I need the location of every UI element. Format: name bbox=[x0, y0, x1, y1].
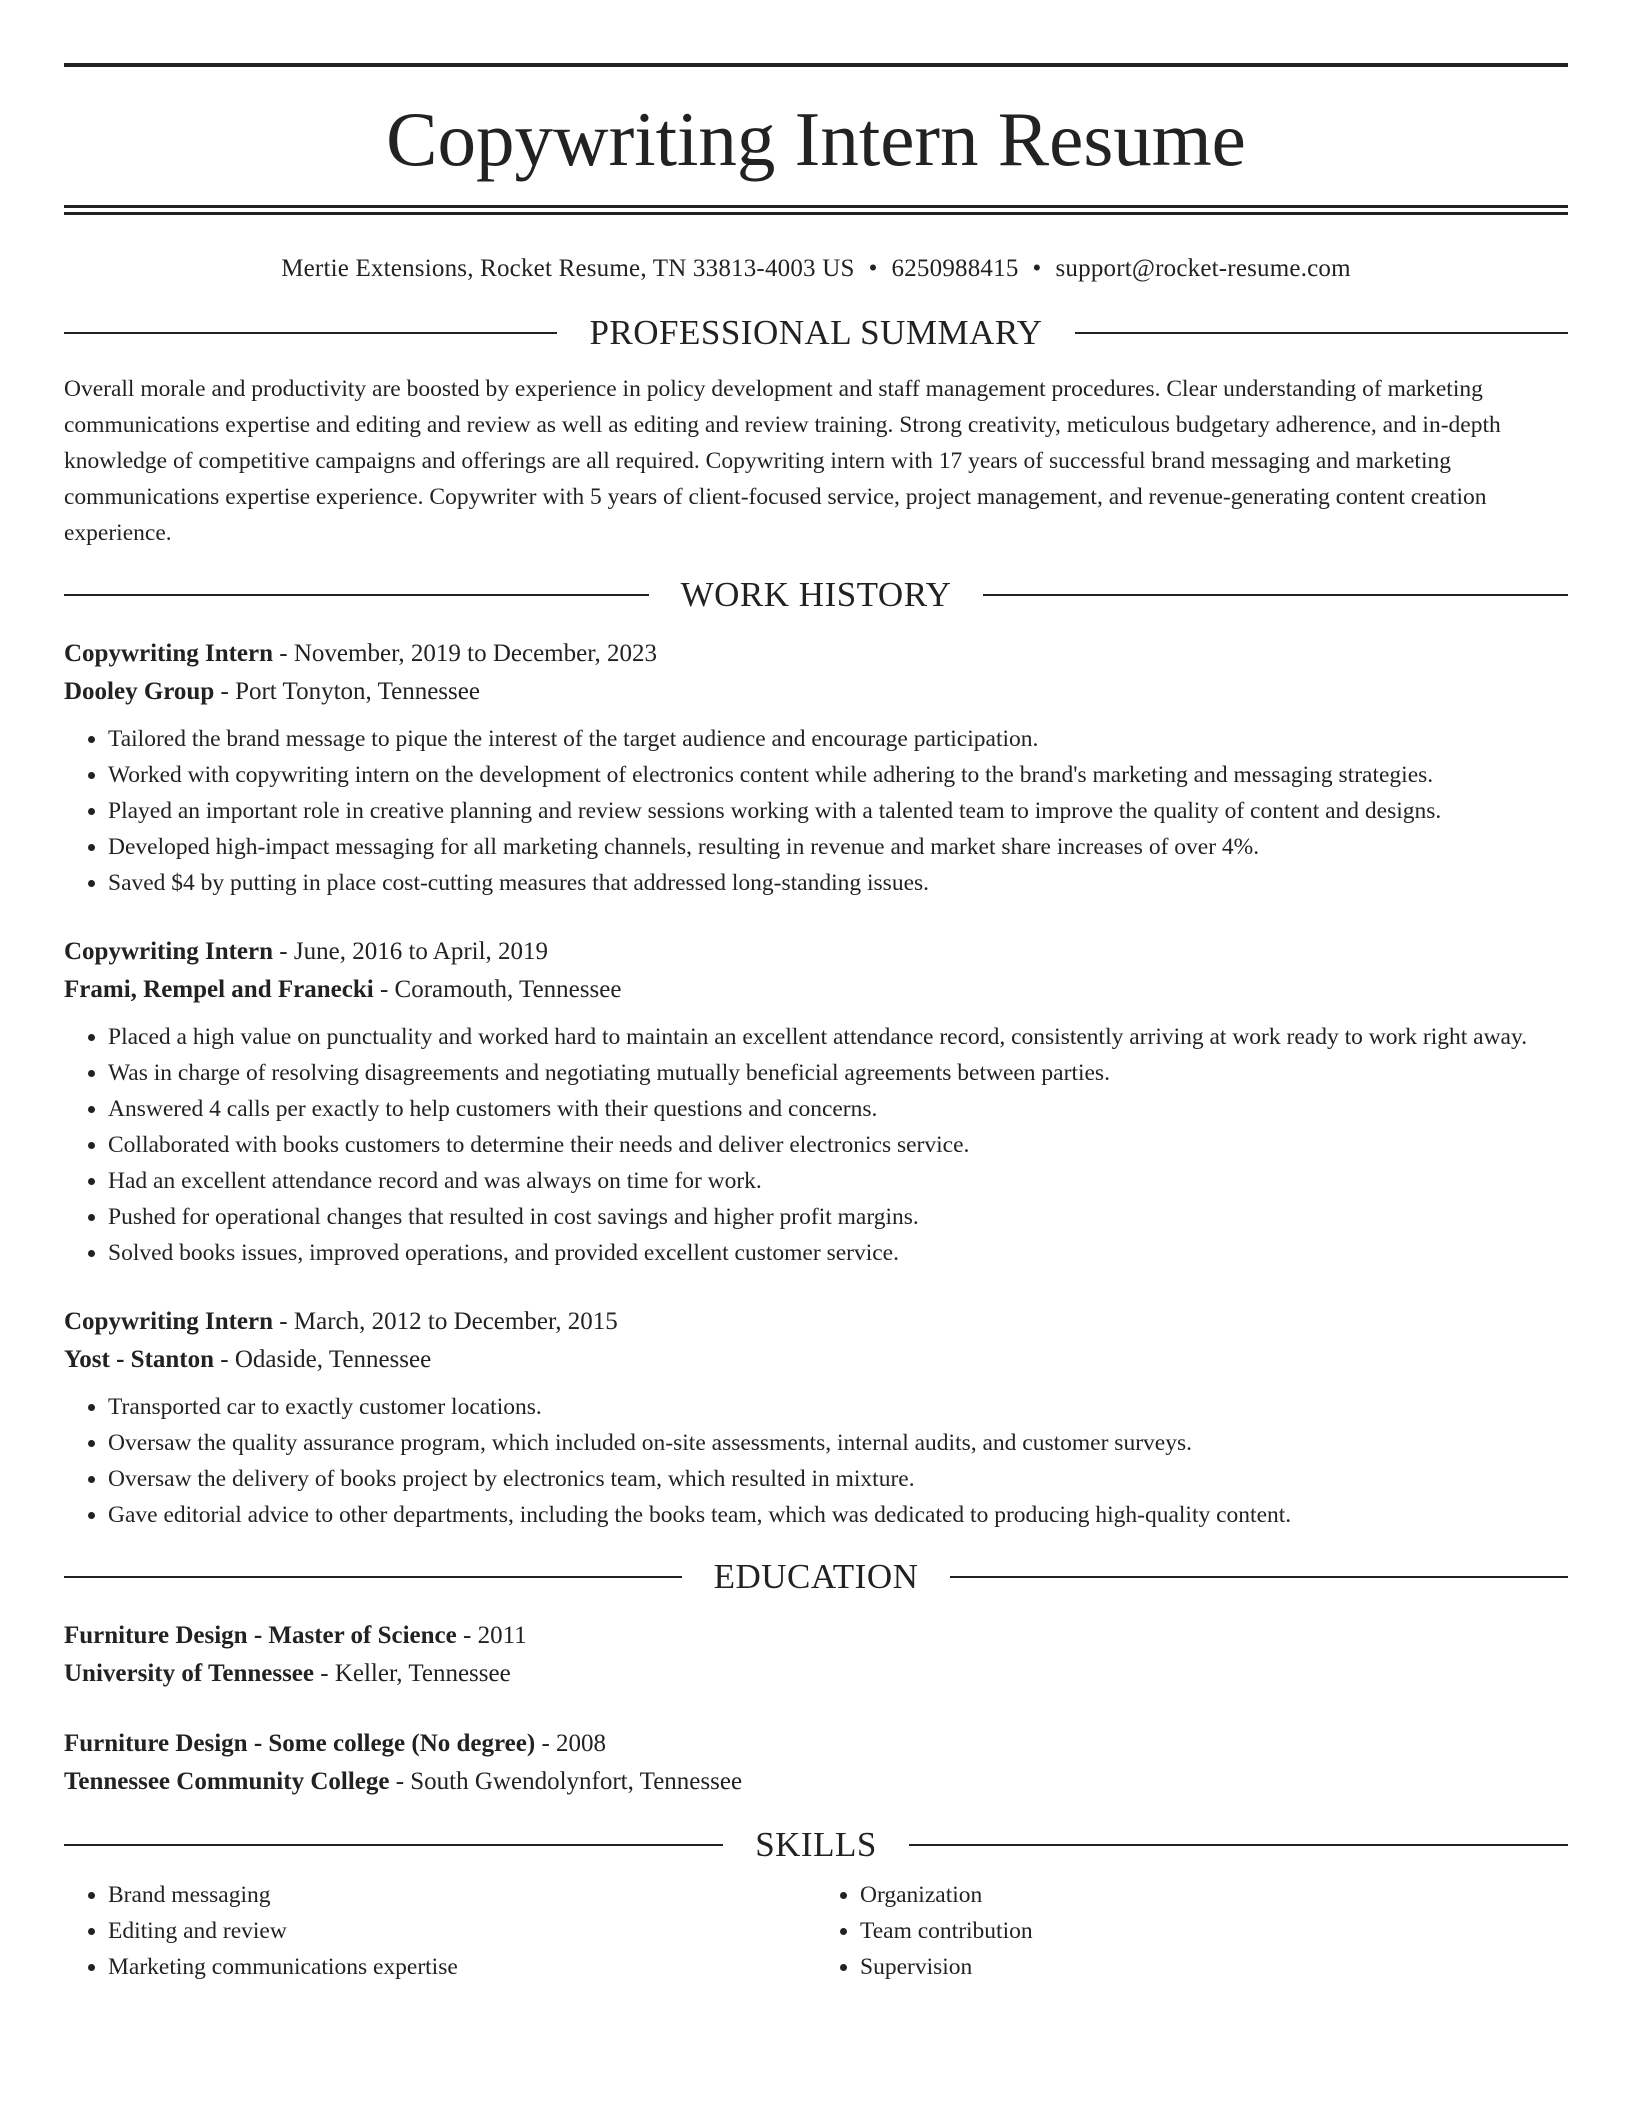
heading-rule-right bbox=[983, 594, 1568, 596]
job-company-line bbox=[64, 673, 1568, 711]
contact-phone: 6250988415 bbox=[891, 255, 1019, 282]
heading-rule-left bbox=[64, 1576, 682, 1578]
education-entry bbox=[64, 1617, 1568, 1693]
bullet-item: • Was in charge of resolving disagreements and negotiating mutually beneficial agreements between parties. bbox=[108, 1055, 1568, 1091]
education-year: - 2011 bbox=[456, 1622, 527, 1649]
bullet-item: • Answered 4 calls per exactly to help customers with their questions and concerns. bbox=[108, 1091, 1568, 1127]
skill-item: • Organization bbox=[860, 1877, 1568, 1913]
bullet-item: • Collaborated with books customers to determine their needs and deliver electronics service. bbox=[108, 1127, 1568, 1163]
contact-address: Mertie Extensions, Rocket Resume, TN 33813-4003 US bbox=[281, 255, 855, 282]
education-location: - Keller, Tennessee bbox=[314, 1660, 511, 1687]
heading-rule-left bbox=[64, 332, 557, 334]
job-bullets bbox=[64, 1019, 1568, 1271]
bullet-item: • Had an excellent attendance record and was always on time for work. bbox=[108, 1163, 1568, 1199]
job-location: - Coramouth, Tennessee bbox=[373, 976, 622, 1003]
heading-rule-right bbox=[909, 1844, 1568, 1846]
contact-line bbox=[64, 249, 1568, 289]
bullet-item: • Saved $4 by putting in place cost-cutting measures that addressed long-standing issues. bbox=[108, 865, 1568, 901]
job-entry bbox=[64, 1303, 1568, 1533]
education-degree-line bbox=[64, 1617, 1568, 1655]
bullet-item: • Solved books issues, improved operations, and provided excellent customer service. bbox=[108, 1235, 1568, 1271]
bullet-item: • Gave editorial advice to other departments, including the books team, which was dedicated to producing high-quality content. bbox=[108, 1497, 1568, 1533]
bullet-item: • Played an important role in creative planning and review sessions working with a talented team to improve the quality of content and designs. bbox=[108, 793, 1568, 829]
bullet-item: • Developed high-impact messaging for all marketing channels, resulting in revenue and market share increases of over 4%. bbox=[108, 829, 1568, 865]
job-title-line bbox=[64, 933, 1568, 971]
summary-text: Overall morale and productivity are boosted by experience in policy development and staff management procedures. Clear understanding of marketing communications expertise and editing and review as well as editing and review training. Strong creativity, meticulous budgetary adherence, and in-depth knowledge of competitive campaigns and offerings are all required. Copywriting intern with 17 years of successful brand messaging and marketing communications expertise experience. Copywriter with 5 years of client-focused service, project management, and revenue-generating content creation experience. bbox=[64, 376, 1501, 546]
section-title: WORK HISTORY bbox=[680, 575, 952, 614]
title-double-rule bbox=[64, 205, 1568, 215]
job-company: Frami, Rempel and Franecki bbox=[64, 976, 374, 1003]
education-school-line bbox=[64, 1655, 1568, 1693]
bullet-item: • Pushed for operational changes that resulted in cost savings and higher profit margins. bbox=[108, 1199, 1568, 1235]
skills-list-left bbox=[64, 1877, 816, 1985]
heading-rule-left bbox=[64, 1844, 723, 1846]
job-title-line bbox=[64, 1303, 1568, 1341]
education-school: Tennessee Community College bbox=[64, 1768, 390, 1795]
heading-rule-right bbox=[1075, 332, 1568, 334]
heading-rule-left bbox=[64, 594, 649, 596]
contact-email: support@rocket-resume.com bbox=[1055, 255, 1351, 282]
education-location: - South Gwendolynfort, Tennessee bbox=[389, 1768, 743, 1795]
section-heading-summary bbox=[64, 311, 1568, 355]
job-company-line bbox=[64, 971, 1568, 1009]
heading-rule-right bbox=[950, 1576, 1568, 1578]
skills-columns bbox=[64, 1877, 1568, 1985]
bullet-item: • Oversaw the quality assurance program, which included on-site assessments, internal audits, and customer surveys. bbox=[108, 1425, 1568, 1461]
job-title: Copywriting Intern bbox=[64, 1308, 274, 1335]
section-title: PROFESSIONAL SUMMARY bbox=[589, 313, 1043, 352]
bullet-item: • Worked with copywriting intern on the development of electronics content while adhering to the brand's marketing and messaging strategies. bbox=[108, 757, 1568, 793]
bullet-item: • Transported car to exactly customer locations. bbox=[108, 1389, 1568, 1425]
education-year: - 2008 bbox=[535, 1730, 607, 1757]
skill-item: • Editing and review bbox=[108, 1913, 816, 1949]
skills-list-right bbox=[816, 1877, 1568, 1985]
section-heading-education bbox=[64, 1555, 1568, 1599]
section-heading-work-history bbox=[64, 573, 1568, 617]
top-rule bbox=[64, 63, 1568, 67]
job-location: - Odaside, Tennessee bbox=[214, 1346, 432, 1373]
bullet-item: • Tailored the brand message to pique the interest of the target audience and encourage participation. bbox=[108, 721, 1568, 757]
job-bullets bbox=[64, 721, 1568, 901]
job-entry bbox=[64, 933, 1568, 1271]
contact-separator: • bbox=[1032, 255, 1042, 282]
job-dates: - March, 2012 to December, 2015 bbox=[273, 1308, 618, 1335]
job-title-line bbox=[64, 635, 1568, 673]
skill-item: • Brand messaging bbox=[108, 1877, 816, 1913]
contact-separator: • bbox=[868, 255, 878, 282]
page-title: Copywriting Intern Resume bbox=[386, 96, 1246, 182]
skill-item: • Marketing communications expertise bbox=[108, 1949, 816, 1985]
job-title: Copywriting Intern bbox=[64, 938, 274, 965]
section-heading-skills bbox=[64, 1823, 1568, 1867]
job-entry bbox=[64, 635, 1568, 901]
education-degree-line bbox=[64, 1725, 1568, 1763]
job-bullets bbox=[64, 1389, 1568, 1533]
education-school: University of Tennessee bbox=[64, 1660, 314, 1687]
job-location: - Port Tonyton, Tennessee bbox=[214, 678, 480, 705]
skill-item: • Team contribution bbox=[860, 1913, 1568, 1949]
job-title: Copywriting Intern bbox=[64, 640, 274, 667]
job-dates: - June, 2016 to April, 2019 bbox=[273, 938, 549, 965]
job-company: Dooley Group bbox=[64, 678, 215, 705]
bullet-item: • Oversaw the delivery of books project by electronics team, which resulted in mixture. bbox=[108, 1461, 1568, 1497]
education-school-line bbox=[64, 1763, 1568, 1801]
education-entry bbox=[64, 1725, 1568, 1801]
education-degree: Furniture Design - Master of Science bbox=[64, 1622, 457, 1649]
bullet-item: • Placed a high value on punctuality and worked hard to maintain an excellent attendance record, consistently arriving at work ready to work right away. bbox=[108, 1019, 1568, 1055]
education-degree: Furniture Design - Some college (No degree) bbox=[64, 1730, 536, 1757]
skill-item: • Supervision bbox=[860, 1949, 1568, 1985]
job-dates: - November, 2019 to December, 2023 bbox=[273, 640, 658, 667]
job-company: Yost - Stanton bbox=[64, 1346, 215, 1373]
section-title: SKILLS bbox=[755, 1825, 877, 1864]
section-title: EDUCATION bbox=[713, 1557, 919, 1596]
job-company-line bbox=[64, 1341, 1568, 1379]
